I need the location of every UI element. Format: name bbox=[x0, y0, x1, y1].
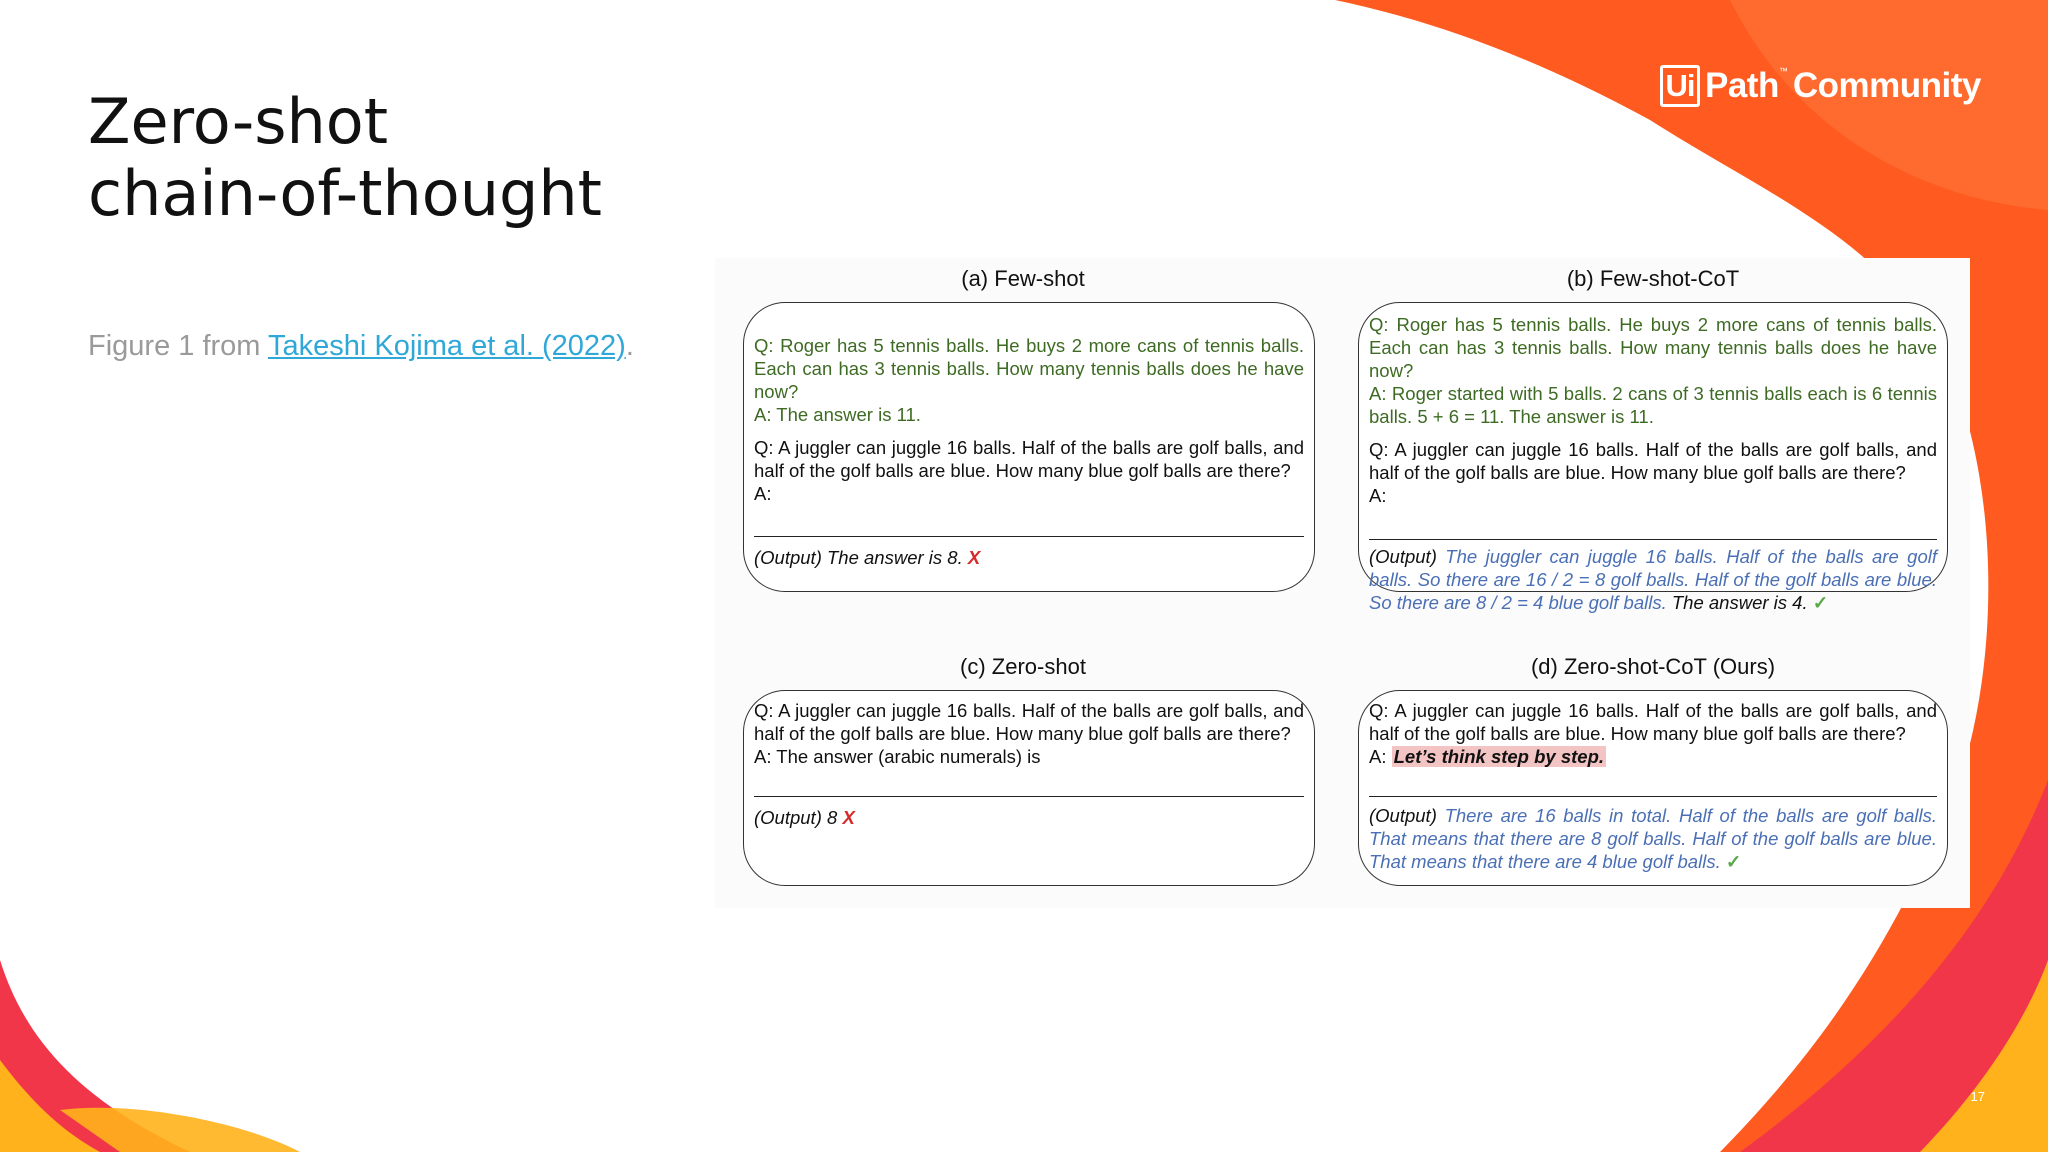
caption-suffix: . bbox=[625, 330, 634, 362]
reference-link[interactable]: Takeshi Kojima et al. (2022) bbox=[267, 330, 626, 362]
panel-a-example-q: Q: Roger has 5 tennis balls. He buys 2 more cans of tennis balls. Each can has 3 tennis balls. How many tennis balls does he have now? bbox=[754, 335, 1304, 402]
uipath-community-logo bbox=[1660, 62, 1981, 110]
panel-d-query bbox=[1369, 699, 1937, 768]
panel-c-divider bbox=[754, 796, 1304, 797]
panel-b-output-answer: The answer is 4. bbox=[1671, 592, 1808, 613]
panel-a-example bbox=[754, 334, 1304, 426]
panel-a-query bbox=[754, 436, 1304, 505]
panel-a-divider bbox=[754, 536, 1304, 537]
title-line1: Zero-shot bbox=[88, 85, 389, 158]
panel-a-title: (a) Few-shot bbox=[961, 266, 1085, 291]
wrong-x-icon: X bbox=[967, 547, 981, 568]
panel-d-output-label: (Output) bbox=[1369, 805, 1437, 826]
panel-a-output bbox=[754, 546, 1304, 569]
panel-c bbox=[743, 690, 1315, 886]
panel-b-example bbox=[1369, 313, 1937, 428]
panel-d-divider bbox=[1369, 796, 1937, 797]
panel-a-output-text: (Output) The answer is 8. bbox=[754, 547, 963, 568]
panel-b-output-reasoning: The juggler can juggle 16 balls. Half of the balls are golf balls. So there are 16 / 2 = 8 golf balls. Half of the golf balls are blue. So there are 8 / 2 = 4 blue golf balls. bbox=[1369, 546, 1937, 613]
panel-b-query bbox=[1369, 438, 1937, 507]
panel-b-question: Q: A juggler can juggle 16 balls. Half of the balls are golf balls, and half of the golf balls are blue. How many blue golf balls are there? bbox=[1369, 439, 1937, 483]
title-line2: chain-of-thought bbox=[88, 157, 602, 230]
panel-c-answer-prompt: A: The answer (arabic numerals) is bbox=[754, 746, 1041, 767]
panel-d-answer-prompt: A: bbox=[1369, 746, 1387, 767]
panel-d-title: (d) Zero-shot-CoT (Ours) bbox=[1530, 654, 1776, 679]
slide-title bbox=[88, 86, 602, 230]
panel-c-query bbox=[754, 699, 1304, 768]
panel-a-example-a: A: The answer is 11. bbox=[754, 404, 921, 425]
panel-b-output bbox=[1369, 545, 1937, 614]
panel-b-example-q: Q: Roger has 5 tennis balls. He buys 2 more cans of tennis balls. Each can has 3 tennis balls. How many tennis balls does he have now? bbox=[1369, 314, 1937, 381]
correct-check-icon: ✓ bbox=[1725, 851, 1742, 872]
panel-d-output bbox=[1369, 804, 1937, 873]
panel-b-title: (b) Few-shot-CoT bbox=[1566, 266, 1740, 291]
wrong-x-icon: X bbox=[842, 807, 855, 828]
panel-c-output-text: (Output) 8 bbox=[754, 807, 838, 828]
panel-b-example-a: A: Roger started with 5 balls. 2 cans of 3 tennis balls each is 6 tennis balls. 5 + 6 = 11. The answer is 11. bbox=[1369, 383, 1937, 427]
correct-check-icon: ✓ bbox=[1812, 592, 1829, 613]
panel-d-output-reasoning: There are 16 balls in total. Half of the balls are golf balls. That means that there are 8 golf balls. Half of the golf balls are blue. That means that there are 4 blue golf balls. bbox=[1369, 805, 1937, 872]
panel-b-output-label: (Output) bbox=[1369, 546, 1437, 567]
panel-b-answer-prompt: A: bbox=[1369, 485, 1387, 506]
caption-prefix: Figure 1 from bbox=[88, 330, 268, 362]
panel-d-question: Q: A juggler can juggle 16 balls. Half of the balls are golf balls, and half of the golf balls are blue. How many blue golf balls are there? bbox=[1369, 700, 1937, 744]
panel-b bbox=[1358, 302, 1948, 613]
panel-a-answer-prompt: A: bbox=[754, 483, 772, 504]
figure-caption bbox=[88, 330, 634, 363]
logo-community: Community bbox=[1792, 66, 1981, 105]
logo-tm: ™ bbox=[1778, 66, 1788, 76]
panel-a-question: Q: A juggler can juggle 16 balls. Half of the balls are golf balls, and half of the golf balls are blue. How many blue golf balls are there? bbox=[754, 437, 1304, 481]
panel-d-answer-line bbox=[1369, 745, 1937, 768]
panel-b-divider bbox=[1369, 539, 1937, 540]
slide-number: 17 bbox=[1970, 1089, 1985, 1104]
logo-box: Ui bbox=[1660, 65, 1700, 107]
logo-word: Path bbox=[1705, 66, 1779, 105]
cot-trigger-phrase: Let’s think step by step. bbox=[1393, 746, 1605, 767]
panel-a bbox=[743, 302, 1315, 592]
panel-d bbox=[1358, 690, 1948, 886]
panel-c-title: (c) Zero-shot bbox=[960, 654, 1086, 679]
panel-c-output bbox=[754, 806, 1304, 829]
panel-c-question: Q: A juggler can juggle 16 balls. Half of the balls are golf balls, and half of the golf balls are blue. How many blue golf balls are there? bbox=[754, 700, 1304, 744]
kojima-figure bbox=[715, 258, 1970, 908]
